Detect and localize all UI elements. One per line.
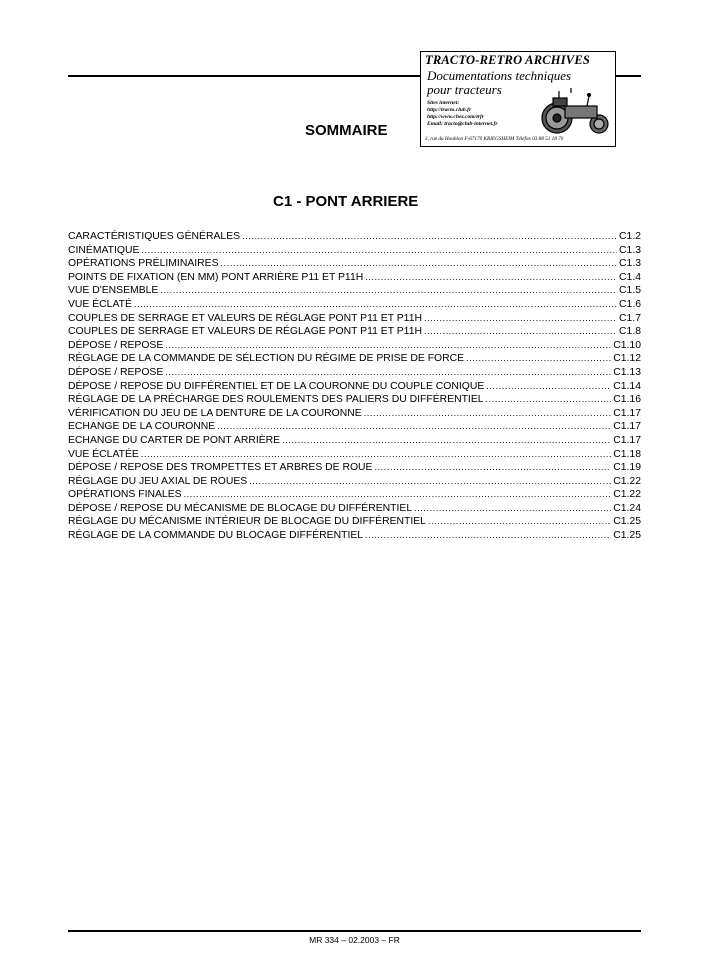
archive-stamp bbox=[420, 51, 616, 147]
toc-entry-label: DÉPOSE / REPOSE bbox=[68, 339, 164, 351]
page-title: SOMMAIRE bbox=[305, 122, 388, 139]
toc-entry[interactable] bbox=[68, 284, 641, 298]
stamp-site-2: http://www.chez.com/trfr bbox=[427, 114, 484, 120]
toc-entry[interactable] bbox=[68, 366, 641, 380]
toc-entry-page: C1.18 bbox=[613, 448, 641, 460]
stamp-site-1: http://tracto.club.fr bbox=[427, 107, 472, 113]
toc-entry-page: C1.17 bbox=[613, 421, 641, 433]
toc-leader-dots bbox=[428, 515, 611, 529]
toc-entry-label: COUPLES DE SERRAGE ET VALEURS DE RÉGLAGE PONT P11 ET P11H bbox=[68, 326, 422, 338]
toc-entry[interactable] bbox=[68, 298, 641, 312]
toc-entry-label: VUE ÉCLATÉE bbox=[68, 448, 139, 460]
toc-entry-page: C1.10 bbox=[613, 339, 641, 351]
toc-entry-page: C1.12 bbox=[613, 353, 641, 365]
toc-entry[interactable] bbox=[68, 393, 641, 407]
toc-leader-dots bbox=[414, 502, 611, 516]
toc-entry-label: CINÉMATIQUE bbox=[68, 244, 140, 256]
toc-leader-dots bbox=[486, 393, 612, 407]
toc-entry-page: C1.6 bbox=[619, 298, 641, 310]
toc-leader-dots bbox=[424, 325, 617, 339]
toc-leader-dots bbox=[184, 488, 612, 502]
toc-entry[interactable] bbox=[68, 407, 641, 421]
toc-entry[interactable] bbox=[68, 257, 641, 271]
footer-rule bbox=[68, 930, 641, 932]
toc-entry-page: C1.3 bbox=[619, 258, 641, 270]
toc-entry-page: C1.25 bbox=[613, 516, 641, 528]
toc-leader-dots bbox=[217, 420, 611, 434]
toc-entry-page: C1.22 bbox=[613, 489, 641, 501]
toc-entry[interactable] bbox=[68, 325, 641, 339]
toc-entry-label: OPÉRATIONS FINALES bbox=[68, 489, 182, 501]
toc-entry[interactable] bbox=[68, 230, 641, 244]
toc-entry-label: RÉGLAGE DU JEU AXIAL DE ROUES bbox=[68, 475, 248, 487]
stamp-title: TRACTO-RETRO ARCHIVES bbox=[425, 53, 591, 67]
toc-entry-label: VÉRIFICATION DU JEU DE LA DENTURE DE LA COURONNE bbox=[68, 407, 362, 419]
toc-entry-label: RÉGLAGE DE LA COMMANDE DU BLOCAGE DIFFÉRENTIEL bbox=[68, 530, 364, 542]
toc-entry[interactable] bbox=[68, 312, 641, 326]
toc-leader-dots bbox=[466, 352, 611, 366]
toc-entry[interactable] bbox=[68, 461, 641, 475]
toc-entry-page: C1.7 bbox=[619, 312, 641, 324]
toc-leader-dots bbox=[424, 312, 617, 326]
stamp-tagline-2: pour tracteurs bbox=[427, 82, 502, 97]
toc-entry-label: CARACTÉRISTIQUES GÉNÉRALES bbox=[68, 231, 241, 242]
toc-entry-label: DÉPOSE / REPOSE DU MÉCANISME DE BLOCAGE DU DIFFÉRENTIEL bbox=[68, 502, 413, 514]
toc-entry-label: OPÉRATIONS PRÉLIMINAIRES bbox=[68, 258, 219, 270]
toc-entry[interactable] bbox=[68, 529, 641, 543]
toc-entry-label: DÉPOSE / REPOSE bbox=[68, 366, 164, 378]
toc-entry-page: C1.3 bbox=[619, 244, 641, 256]
toc-entry[interactable] bbox=[68, 352, 641, 366]
toc-entry-page: C1.25 bbox=[613, 530, 641, 542]
toc-leader-dots bbox=[365, 271, 617, 285]
stamp-tagline-1: Documentations techniques bbox=[427, 68, 572, 83]
toc-entry[interactable] bbox=[68, 339, 641, 353]
page-footer: MR 334 – 02.2003 – FR bbox=[309, 935, 400, 945]
toc-entry-label: RÉGLAGE DE LA PRÉCHARGE DES ROULEMENTS DES PALIERS DU DIFFÉRENTIEL bbox=[68, 394, 484, 406]
tractor-illustration bbox=[531, 88, 615, 136]
toc-entry-page: C1.22 bbox=[613, 475, 641, 487]
toc-leader-dots bbox=[141, 244, 617, 258]
toc-leader-dots bbox=[221, 257, 618, 271]
toc-leader-dots bbox=[374, 461, 611, 475]
toc-entry-page: C1.13 bbox=[613, 366, 641, 378]
toc-entry-page: C1.16 bbox=[613, 394, 641, 406]
toc-entry-page: C1.17 bbox=[613, 407, 641, 419]
toc-entry-page: C1.2 bbox=[619, 231, 641, 242]
toc-leader-dots bbox=[160, 284, 617, 298]
toc-leader-dots bbox=[365, 529, 611, 543]
toc-entry-label: POINTS DE FIXATION (EN MM) PONT ARRIÈRE P11 ET P11H bbox=[68, 271, 364, 283]
table-of-contents bbox=[68, 230, 641, 543]
toc-entry[interactable] bbox=[68, 502, 641, 516]
toc-leader-dots bbox=[165, 339, 611, 353]
toc-entry-label: RÉGLAGE DE LA COMMANDE DE SÉLECTION DU RÉGIME DE PRISE DE FORCE bbox=[68, 353, 465, 365]
toc-leader-dots bbox=[134, 298, 617, 312]
toc-leader-dots bbox=[141, 448, 611, 462]
toc-entry-label: VUE D'ENSEMBLE bbox=[68, 285, 159, 297]
toc-entry-page: C1.4 bbox=[619, 271, 641, 283]
toc-entry-label: COUPLES DE SERRAGE ET VALEURS DE RÉGLAGE PONT P11 ET P11H bbox=[68, 312, 422, 324]
toc-entry-page: C1.17 bbox=[613, 434, 641, 446]
toc-entry-page: C1.5 bbox=[619, 285, 641, 297]
toc-entry-label: RÉGLAGE DU MÉCANISME INTÉRIEUR DE BLOCAGE DU DIFFÉRENTIEL bbox=[68, 516, 426, 528]
toc-entry-label: ECHANGE DU CARTER DE PONT ARRIÈRE bbox=[68, 434, 281, 446]
toc-leader-dots bbox=[165, 366, 611, 380]
toc-entry[interactable] bbox=[68, 434, 641, 448]
stamp-sites-label: Sites internet: bbox=[427, 100, 460, 106]
toc-entry[interactable] bbox=[68, 488, 641, 502]
toc-leader-dots bbox=[486, 380, 611, 394]
toc-entry-page: C1.14 bbox=[613, 380, 641, 392]
toc-leader-dots bbox=[249, 475, 611, 489]
toc-entry[interactable] bbox=[68, 420, 641, 434]
toc-entry-label: DÉPOSE / REPOSE DU DIFFÉRENTIEL ET DE LA COURONNE DU COUPLE CONIQUE bbox=[68, 380, 485, 392]
toc-entry-page: C1.24 bbox=[613, 502, 641, 514]
toc-entry-page: C1.19 bbox=[613, 462, 641, 474]
toc-entry[interactable] bbox=[68, 380, 641, 394]
toc-entry[interactable] bbox=[68, 448, 641, 462]
toc-entry-label: DÉPOSE / REPOSE DES TROMPETTES ET ARBRES DE ROUE bbox=[68, 462, 373, 474]
toc-entry-label: VUE ÉCLATÉ bbox=[68, 298, 132, 310]
toc-leader-dots bbox=[282, 434, 611, 448]
section-title: C1 - PONT ARRIERE bbox=[273, 193, 419, 210]
toc-entry[interactable] bbox=[68, 244, 641, 258]
toc-leader-dots bbox=[242, 230, 617, 244]
stamp-email: Email: tracto@club-internet.fr bbox=[427, 121, 498, 127]
toc-entry[interactable] bbox=[68, 271, 641, 285]
toc-entry-label: ECHANGE DE LA COURONNE bbox=[68, 421, 216, 433]
toc-leader-dots bbox=[364, 407, 612, 421]
toc-entry-page: C1.8 bbox=[619, 326, 641, 338]
stamp-address: 3, rue du Houblon F-67170 KRIEGSHEIM Téléfax 03 88 51 18 70 bbox=[425, 136, 564, 142]
toc-entry[interactable] bbox=[68, 475, 641, 489]
toc-entry[interactable] bbox=[68, 515, 641, 529]
